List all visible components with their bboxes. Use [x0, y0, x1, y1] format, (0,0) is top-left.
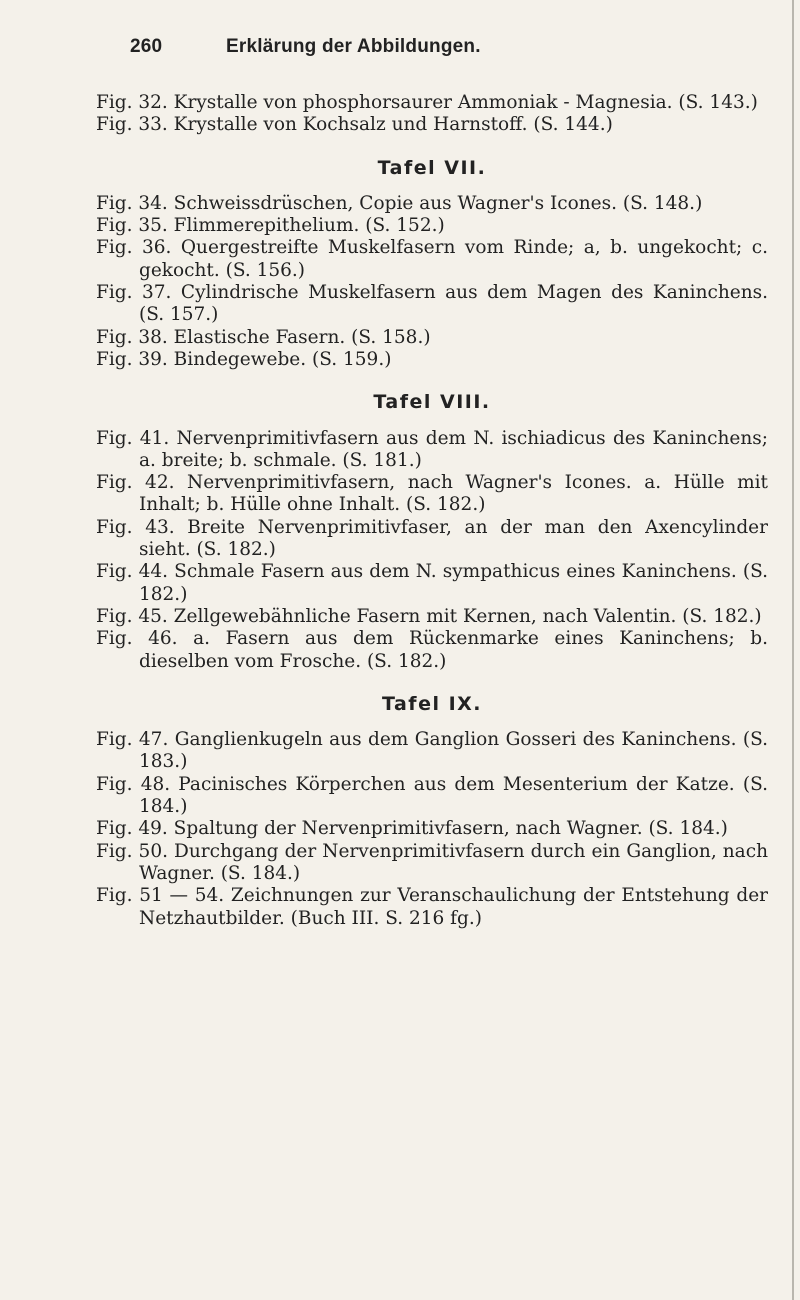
figure-description: 42. Nervenprimitivfasern, nach Wagner's Icones. a. Hülle mit Inhalt; b. Hülle ohne Inhalt. (S. 182.)	[139, 472, 768, 516]
figure-description: 33. Krystalle von Kochsalz und Harnstoff. (S. 144.)	[138, 114, 613, 136]
figure-list	[96, 92, 768, 930]
figure-description: 50. Durchgang der Nervenprimitivfasern durch ein Ganglion, nach Wagner. (S. 184.)	[138, 840, 768, 884]
figure-entry	[96, 606, 768, 628]
figure-description: 36. Quergestreifte Muskelfasern vom Rinde; a, b. ungekocht; c. gekocht. (S. 156.)	[139, 237, 768, 281]
plate-heading: Tafel IX.	[381, 692, 483, 715]
page-number: 260	[130, 36, 163, 57]
figure-description: 47. Ganglienkugeln aus dem Ganglion Gosseri des Kaninchens. (S. 183.)	[138, 729, 768, 773]
figure-label: Fig.	[96, 885, 133, 907]
figure-label: Fig.	[96, 472, 133, 494]
figure-description: 45. Zellgewebähnliche Fasern mit Kernen, nach Valentin. (S. 182.)	[138, 605, 762, 627]
figure-description: 48. Pacinisches Körperchen aus dem Mesenterium der Katze. (S. 184.)	[139, 773, 768, 818]
figure-label: Fig.	[96, 326, 133, 348]
figure-entry	[96, 193, 768, 215]
figure-label: Fig.	[96, 605, 133, 627]
figure-entry	[96, 517, 768, 562]
figure-description: 46. a. Fasern aus dem Rückenmarke eines Kaninchens; b. dieselben vom Frosche. (S. 182.)	[139, 628, 768, 672]
figure-description: 37. Cylindrische Muskelfasern aus dem Magen des Kaninchens. (S. 157.)	[139, 282, 768, 326]
figure-label: Fig.	[96, 92, 133, 113]
figure-label: Fig.	[96, 561, 133, 583]
figure-description: 39. Bindegewebe. (S. 159.)	[138, 348, 392, 370]
plate-heading: Tafel VIII.	[373, 391, 491, 414]
figure-label: Fig.	[96, 192, 133, 214]
figure-entry	[96, 818, 768, 840]
figure-entry	[96, 215, 768, 237]
figure-label: Fig.	[96, 729, 133, 751]
figure-entry	[96, 729, 768, 774]
figure-entry	[96, 774, 768, 819]
figure-description: 44. Schmale Fasern aus dem N. sympathicus eines Kaninchens. (S. 182.)	[138, 561, 768, 605]
figure-entry	[96, 561, 768, 606]
figure-description: 43. Breite Nervenprimitivfaser, an der man den Axencylinder sieht. (S. 182.)	[139, 516, 768, 561]
figure-description: 32. Krystalle von phosphorsaurer Ammoniak - Magnesia. (S. 143.)	[138, 92, 758, 113]
figure-entry	[96, 472, 768, 517]
figure-entry	[96, 282, 768, 327]
figure-description: 49. Spaltung der Nervenprimitivfasern, nach Wagner. (S. 184.)	[138, 818, 728, 840]
figure-label: Fig.	[96, 282, 133, 304]
figure-label: Fig.	[96, 818, 133, 840]
figure-entry	[96, 327, 768, 349]
page-edge	[792, 0, 794, 1300]
figure-entry	[96, 841, 768, 886]
figure-label: Fig.	[96, 215, 133, 237]
figure-entry	[96, 92, 768, 114]
figure-label: Fig.	[96, 427, 133, 449]
figure-description: 34. Schweissdrüschen, Copie aus Wagner's Icones. (S. 148.)	[138, 192, 703, 214]
figure-label: Fig.	[96, 773, 133, 795]
figure-entry	[96, 237, 768, 282]
figure-entry	[96, 349, 768, 371]
running-header	[130, 36, 481, 58]
figure-description: 51 — 54. Zeichnungen zur Veranschaulichung der Entstehung der Netzhautbilder. (Buch III. S. 216 fg.)	[139, 885, 769, 929]
plate-heading: Tafel VII.	[377, 156, 487, 179]
figure-label: Fig.	[96, 628, 133, 650]
figure-description: 41. Nervenprimitivfasern aus dem N. ischiadicus des Kaninchens; a. breite; b. schmale. (S. 181.)	[139, 427, 768, 471]
figure-entry	[96, 885, 768, 930]
figure-label: Fig.	[96, 348, 133, 370]
figure-label: Fig.	[96, 840, 133, 862]
figure-entry	[96, 114, 768, 136]
header-title: Erklärung der Abbildungen.	[226, 36, 481, 57]
figure-description: 38. Elastische Fasern. (S. 158.)	[138, 326, 431, 348]
figure-entry	[96, 428, 768, 473]
figure-label: Fig.	[96, 516, 133, 538]
figure-description: 35. Flimmerepithelium. (S. 152.)	[138, 215, 445, 237]
figure-entry	[96, 628, 768, 673]
figure-label: Fig.	[96, 114, 133, 136]
figure-label: Fig.	[96, 237, 133, 259]
